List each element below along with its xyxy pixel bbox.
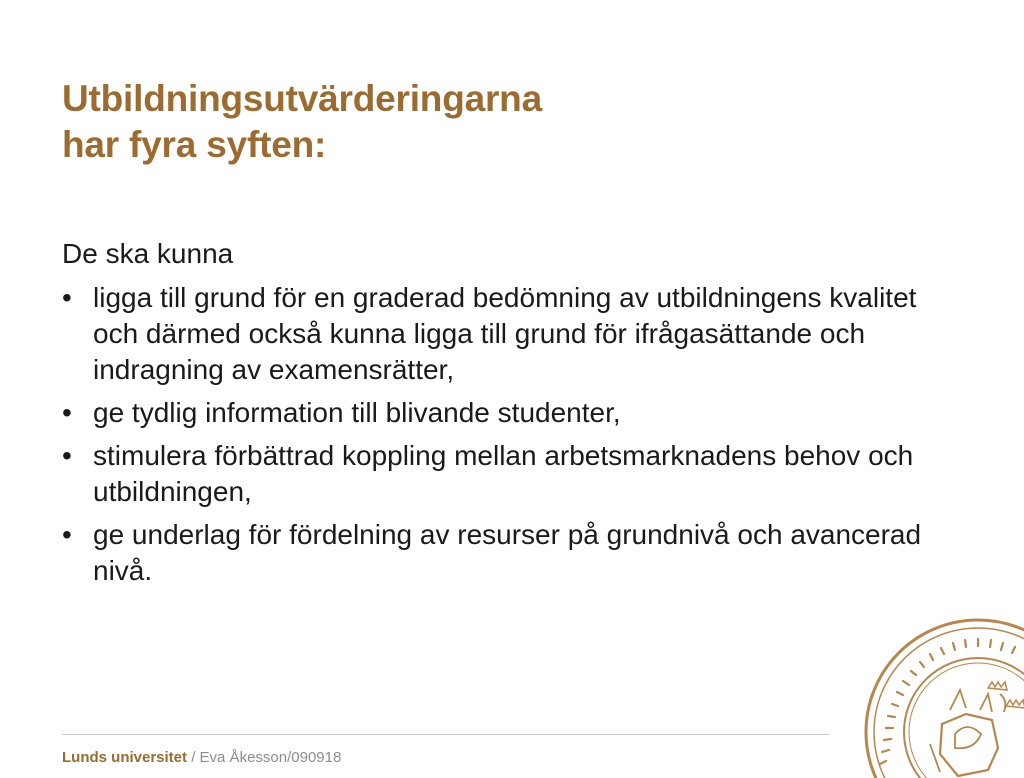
footer [62,749,341,766]
footer-divider [62,734,829,735]
slide-body [62,236,942,596]
slide-title-line-1: Utbildningsutvärderingarna [62,78,542,119]
slide-title [62,76,542,168]
bullet-text: ligga till grund för en graderad bedömning av utbildningens kvalitet och därmed också kunna ligga till grund för ifrågasättande och indragning av examensrätter, [93,282,917,385]
bullet-text: stimulera förbättrad koppling mellan arbetsmarknadens behov och utbildningen, [93,440,914,507]
bullet-item [62,438,942,510]
slide-title-line-2: har fyra syften: [62,124,327,165]
bullet-dot-icon: • [62,397,72,428]
seal-icon [860,614,1024,778]
footer-separator: / [187,749,200,766]
bullet-list [62,280,942,589]
bullet-text: ge tydlig information till blivande studenter, [93,397,621,428]
bullet-text: ge underlag för fördelning av resurser på grundnivå och avancerad nivå. [93,519,922,586]
footer-author-date: Eva Åkesson/090918 [199,749,342,766]
bullet-dot-icon: • [62,440,72,471]
bullet-item [62,280,942,388]
bullet-item [62,517,942,589]
intro-text: De ska kunna [62,238,234,269]
bullet-item [62,395,942,431]
university-seal-logo [860,614,1024,778]
footer-organization: Lunds universitet [62,749,188,766]
bullet-dot-icon: • [62,519,72,550]
bullet-dot-icon: • [62,282,72,313]
